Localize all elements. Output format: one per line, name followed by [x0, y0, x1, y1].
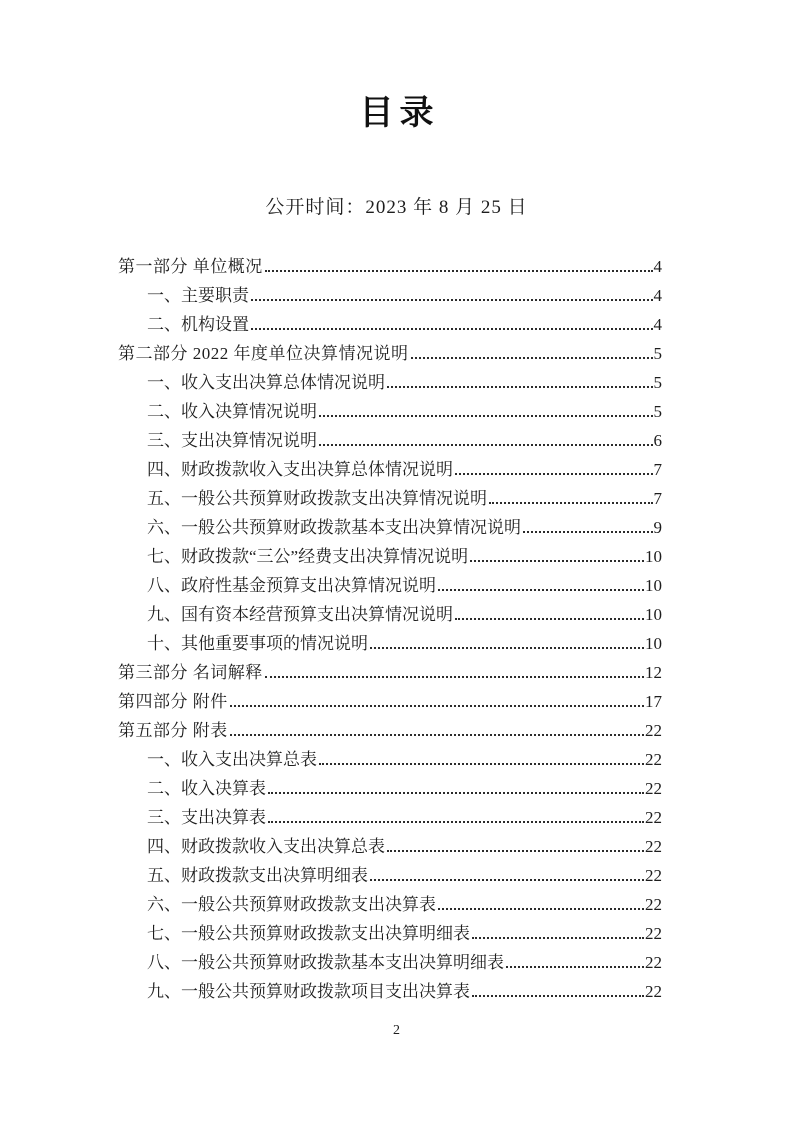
toc-entry[interactable] — [118, 803, 662, 832]
toc-page-number: 22 — [645, 953, 662, 972]
toc-entry[interactable] — [118, 339, 662, 368]
toc-entry-label: 五、一般公共预算财政拨款支出决算情况说明 — [147, 489, 487, 508]
dot-leader — [489, 502, 653, 504]
toc-page-number: 22 — [645, 982, 662, 1001]
toc-entry-label: 八、一般公共预算财政拨款基本支出决算明细表 — [147, 953, 504, 972]
dot-leader — [455, 618, 644, 620]
toc-entry-label: 第三部分 名词解释 — [118, 663, 263, 682]
dot-leader — [523, 531, 653, 533]
toc-page-number: 22 — [645, 866, 662, 885]
toc-entry-label: 二、收入决算表 — [147, 779, 266, 798]
toc-entry[interactable] — [118, 252, 662, 281]
toc-entry[interactable] — [118, 890, 662, 919]
toc-page-number: 6 — [653, 431, 662, 450]
toc-entry-label: 九、国有资本经营预算支出决算情况说明 — [147, 605, 453, 624]
toc-page-number: 22 — [645, 895, 662, 914]
toc-entry[interactable] — [118, 484, 662, 513]
toc-entry[interactable] — [118, 600, 662, 629]
toc-entry-label: 三、支出决算表 — [147, 808, 266, 827]
toc-list — [118, 252, 662, 1006]
dot-leader — [438, 589, 644, 591]
toc-entry[interactable] — [118, 774, 662, 803]
toc-page-number: 5 — [653, 373, 662, 392]
toc-page-number: 22 — [645, 721, 662, 740]
dot-leader — [230, 734, 644, 736]
toc-page-number: 10 — [645, 547, 662, 566]
dot-leader — [265, 676, 644, 678]
dot-leader — [265, 270, 653, 272]
toc-entry-label: 二、机构设置 — [147, 315, 249, 334]
toc-entry[interactable] — [118, 687, 662, 716]
toc-entry-label: 第四部分 附件 — [118, 692, 228, 711]
toc-entry-label: 九、一般公共预算财政拨款项目支出决算表 — [147, 982, 470, 1001]
toc-entry-label: 第五部分 附表 — [118, 721, 228, 740]
dot-leader — [251, 328, 653, 330]
toc-entry-label: 四、财政拨款收入支出决算总表 — [147, 837, 385, 856]
dot-leader — [438, 908, 644, 910]
toc-page-number: 22 — [645, 808, 662, 827]
toc-page-number: 7 — [653, 489, 662, 508]
dot-leader — [370, 647, 644, 649]
toc-page-number: 4 — [653, 286, 662, 305]
toc-entry-label: 第二部分 2022 年度单位决算情况说明 — [118, 344, 409, 363]
toc-entry-label: 第一部分 单位概况 — [118, 257, 263, 276]
toc-entry[interactable] — [118, 716, 662, 745]
toc-entry[interactable] — [118, 571, 662, 600]
toc-entry-label: 一、收入支出决算总表 — [147, 750, 317, 769]
toc-page-number: 22 — [645, 837, 662, 856]
page-title: 目录 — [359, 94, 440, 132]
dot-leader — [230, 705, 644, 707]
toc-page-number: 22 — [645, 779, 662, 798]
dot-leader — [251, 299, 653, 301]
toc-entry[interactable] — [118, 861, 662, 890]
toc-entry[interactable] — [118, 658, 662, 687]
toc-page-number: 17 — [645, 692, 662, 711]
toc-entry-label: 六、一般公共预算财政拨款支出决算表 — [147, 895, 436, 914]
toc-page-number: 5 — [653, 344, 662, 363]
dot-leader — [411, 357, 653, 359]
toc-entry-label: 一、主要职责 — [147, 286, 249, 305]
toc-page-number: 10 — [645, 634, 662, 653]
toc-entry[interactable] — [118, 977, 662, 1006]
publish-time: 公开时间：2023 年 8 月 25 日 — [265, 197, 528, 218]
dot-leader — [470, 560, 644, 562]
toc-entry[interactable] — [118, 919, 662, 948]
dot-leader — [268, 821, 644, 823]
toc-page-number: 22 — [645, 924, 662, 943]
dot-leader — [319, 415, 653, 417]
toc-entry[interactable] — [118, 368, 662, 397]
toc-entry-label: 十、其他重要事项的情况说明 — [147, 634, 368, 653]
toc-entry[interactable] — [118, 629, 662, 658]
toc-entry-label: 六、一般公共预算财政拨款基本支出决算情况说明 — [147, 518, 521, 537]
dot-leader — [472, 937, 644, 939]
toc-page-number: 9 — [653, 518, 662, 537]
dot-leader — [506, 966, 644, 968]
dot-leader — [472, 995, 644, 997]
toc-entry[interactable] — [118, 513, 662, 542]
toc-entry-label: 七、一般公共预算财政拨款支出决算明细表 — [147, 924, 470, 943]
dot-leader — [370, 879, 644, 881]
toc-entry-label: 四、财政拨款收入支出决算总体情况说明 — [147, 460, 453, 479]
toc-entry[interactable] — [118, 455, 662, 484]
toc-entry[interactable] — [118, 310, 662, 339]
toc-entry-label: 七、财政拨款“三公”经费支出决算情况说明 — [147, 547, 469, 566]
toc-page-number: 10 — [645, 605, 662, 624]
toc-entry-label: 一、收入支出决算总体情况说明 — [147, 373, 385, 392]
footer-page-number: 2 — [393, 1023, 400, 1038]
toc-entry[interactable] — [118, 745, 662, 774]
toc-page-number: 10 — [645, 576, 662, 595]
toc-page-number: 7 — [653, 460, 662, 479]
toc-entry[interactable] — [118, 397, 662, 426]
dot-leader — [319, 763, 644, 765]
toc-entry[interactable] — [118, 426, 662, 455]
toc-entry-label: 三、支出决算情况说明 — [147, 431, 317, 450]
toc-page-number: 4 — [653, 315, 662, 334]
toc-entry-label: 八、政府性基金预算支出决算情况说明 — [147, 576, 436, 595]
toc-entry-label: 二、收入决算情况说明 — [147, 402, 317, 421]
toc-page-number: 5 — [653, 402, 662, 421]
toc-entry[interactable] — [118, 832, 662, 861]
toc-entry[interactable] — [118, 281, 662, 310]
dot-leader — [387, 386, 653, 388]
toc-page-number: 4 — [653, 257, 662, 276]
toc-entry[interactable] — [118, 948, 662, 977]
dot-leader — [319, 444, 653, 446]
toc-page-number: 12 — [645, 663, 662, 682]
toc-entry[interactable] — [118, 542, 662, 571]
toc-page-number: 22 — [645, 750, 662, 769]
toc-entry-label: 五、财政拨款支出决算明细表 — [147, 866, 368, 885]
dot-leader — [268, 792, 644, 794]
dot-leader — [455, 473, 653, 475]
dot-leader — [387, 850, 644, 852]
